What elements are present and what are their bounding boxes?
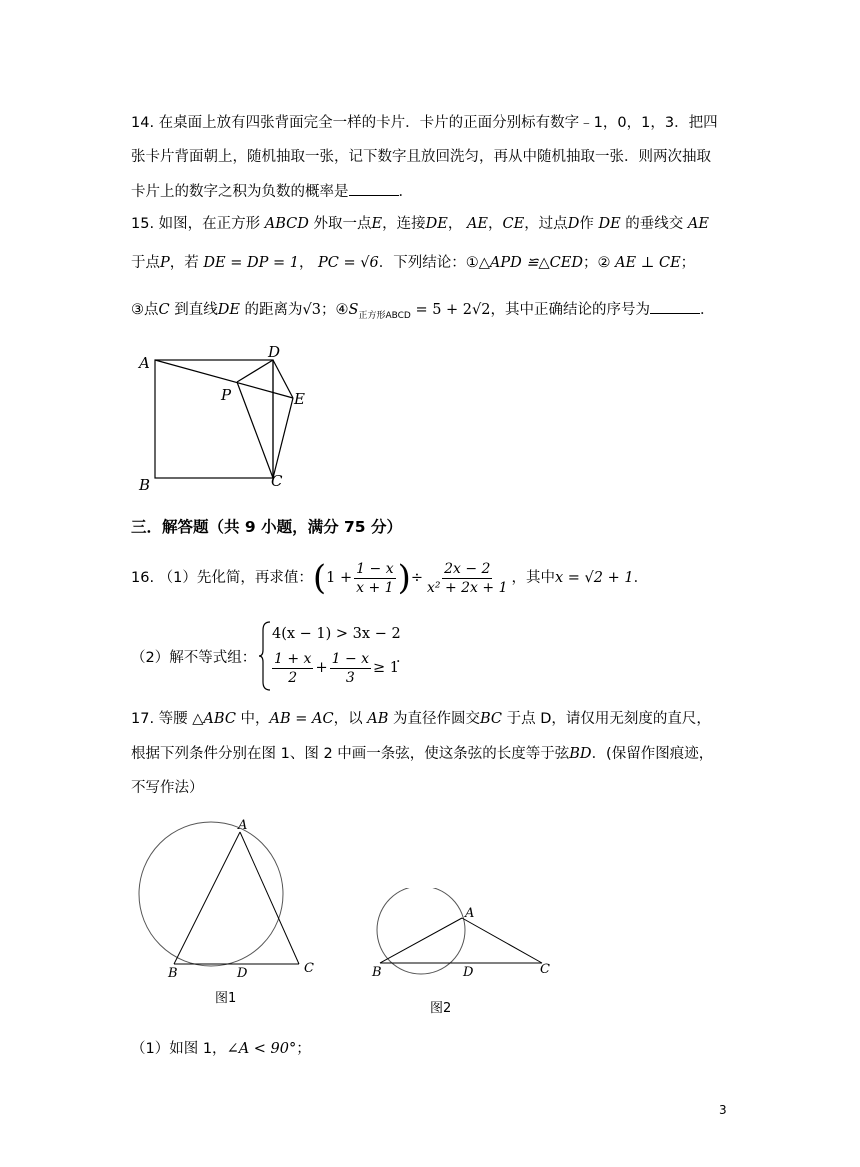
q16-part1: 16. （1）先化简，再求值：(1 + $\frac{1 - x}{x + 1}$ )÷ $\frac{2x - 2}{\text{x² + 2x + 1}}$ ，其中x = √2 + 1． bbox=[131, 558, 649, 598]
label-b: B bbox=[168, 966, 178, 981]
label-a: A bbox=[139, 354, 150, 372]
fig1-caption: 图1 bbox=[215, 991, 237, 1006]
q14-line1: 14. 在桌面上放有四张背面完全一样的卡片．卡片的正面分别标有数字﹣1，0，1，3．把四 bbox=[131, 115, 718, 131]
label-d: D bbox=[237, 966, 248, 981]
circle-fig2 bbox=[377, 888, 465, 974]
q17-line1: 17. 等腰 △ABC 中，AB = AC，以 AB 为直径作圆交BC 于点 D，请仅用无刻度的直尺， bbox=[131, 711, 711, 727]
label-b: B bbox=[372, 965, 382, 980]
segment-ab bbox=[380, 918, 462, 963]
label-c: C bbox=[271, 472, 283, 490]
q15-line3: ③点C 到直线DE 的距离为√3；$④S_{正方形ABCD} = 5 + 2√2$，其中正确结论的序号为 ． bbox=[131, 299, 715, 326]
label-e: E bbox=[294, 390, 305, 408]
label-c: C bbox=[540, 962, 550, 977]
label-a: A bbox=[238, 818, 248, 833]
segment-ce bbox=[273, 398, 293, 478]
q15-line1: 15. 如图，在正方形 ABCD 外取一点E，连接DE， AE，CE，过点D作 DE 的垂线交 AE bbox=[131, 216, 709, 232]
label-d: D bbox=[268, 343, 281, 361]
q17-sub1: （1）如图 1，∠A < 90°； bbox=[131, 1041, 311, 1057]
q17-figure-1 bbox=[134, 812, 334, 982]
inequality-1: 4(x − 1) > 3x − 2 bbox=[272, 626, 401, 642]
q16-part2-end: ． bbox=[396, 650, 411, 666]
q14-line2: 张卡片背面朝上，随机抽取一张，记下数字且放回洗匀，再从中随机抽取一张．则两次抽取 bbox=[131, 149, 711, 165]
answer-blank bbox=[349, 181, 399, 196]
segment-pc bbox=[237, 382, 273, 478]
label-p: P bbox=[221, 386, 232, 404]
segment-ab bbox=[174, 832, 240, 964]
label-d: D bbox=[463, 965, 474, 980]
label-c: C bbox=[304, 961, 314, 976]
q16-part2-label: （2）解不等式组： bbox=[131, 650, 257, 666]
q14-line3: 卡片上的数字之积为负数的概率是 ． bbox=[131, 181, 413, 202]
section-heading: 三．解答题（共 9 小题，满分 75 分） bbox=[131, 518, 402, 536]
q15-line2: 于点P，若 DE = DP = 1， PC = √6．下列结论：①△APD ≌△CED；② AE ⊥ CE； bbox=[131, 255, 696, 271]
segment-de bbox=[273, 360, 293, 398]
circle-fig1 bbox=[139, 822, 283, 966]
fig2-caption: 图2 bbox=[430, 1001, 452, 1016]
label-a: A bbox=[465, 906, 475, 921]
q17-line2: 根据下列条件分别在图 1、图 2 中画一条弦，使这条弦的长度等于弦BD．(保留作图痕迹， bbox=[131, 746, 714, 762]
segment-dp bbox=[237, 360, 273, 382]
segment-ac bbox=[462, 918, 542, 963]
page-number: 3 bbox=[719, 1103, 727, 1117]
q17-figure-2 bbox=[370, 888, 570, 998]
q17-line3: 不写作法） bbox=[131, 780, 204, 796]
label-b: B bbox=[139, 476, 151, 494]
answer-blank bbox=[650, 299, 700, 314]
q15-square-figure bbox=[135, 340, 335, 500]
square-abcd bbox=[155, 360, 273, 478]
inequality-2: $\frac{1 + x}{2}$ + $\frac{1 - x}{3}$ ≥ 1 bbox=[274, 650, 400, 686]
